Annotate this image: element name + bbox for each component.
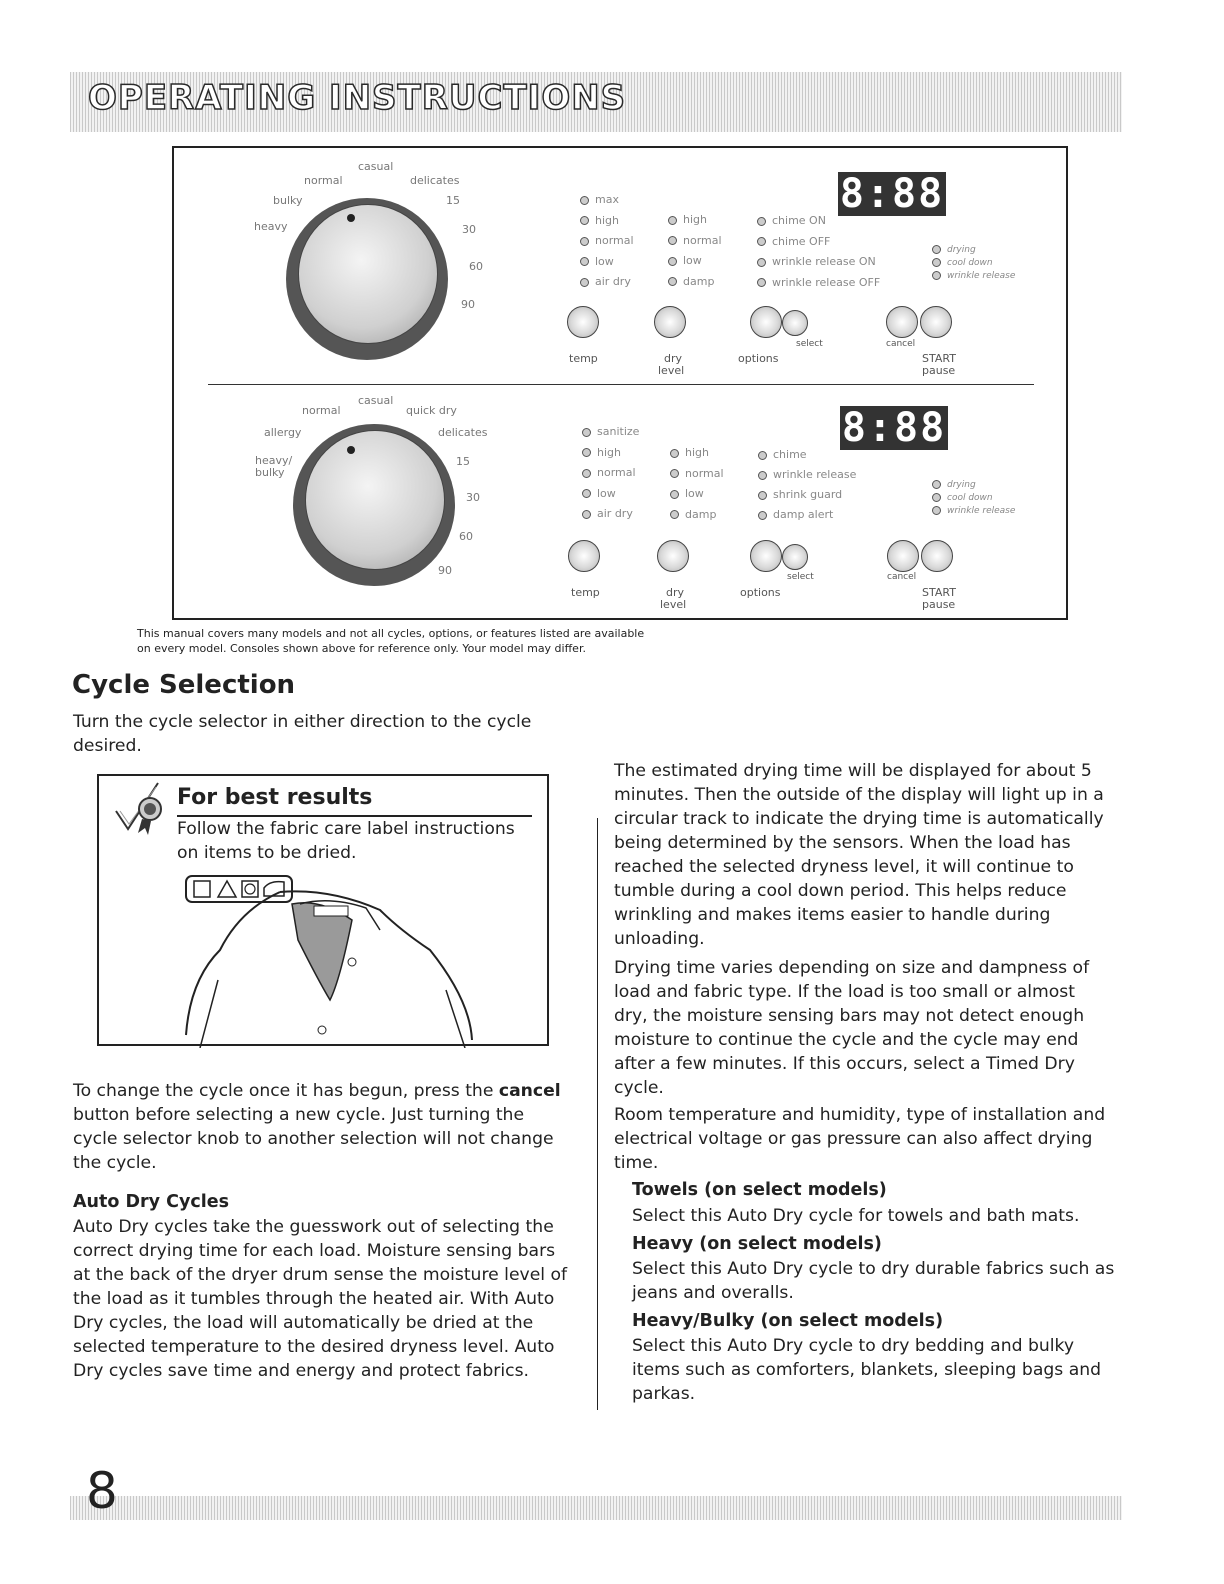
options-label: options — [740, 586, 781, 599]
dial-label-bulky: bulky — [273, 194, 303, 207]
body-text: tumble during a cool down period. This helps reduce — [614, 881, 1067, 901]
option-item: chime — [758, 445, 856, 465]
dial-label-15: 15 — [446, 194, 460, 207]
body-text: correct drying time for each load. Moisture sensing bars — [73, 1241, 556, 1261]
subheading: Auto Dry Cycles — [73, 1192, 230, 1212]
dial-label-bulky: bulky — [255, 466, 285, 479]
note-line: on every model. Consoles shown above for reference only. Your model may differ. — [137, 642, 586, 655]
body-text: items such as comforters, blankets, sleeping bags and — [632, 1360, 1102, 1380]
body-text: Drying time varies depending on size and dampness of — [614, 958, 1090, 978]
body-text: unloading. — [614, 929, 705, 949]
status-item: wrinkle release — [932, 505, 1015, 518]
body-text: dry, the moisture sensing bars may not detect enough — [614, 1006, 1085, 1026]
dry-level-options-list — [670, 443, 724, 525]
body-text: wrinkling and makes items easier to handle during — [614, 905, 1051, 925]
dry-option: low — [668, 251, 722, 272]
level-label: level — [658, 364, 685, 377]
start-label: START — [922, 586, 956, 599]
status-item: drying — [932, 479, 1015, 492]
tip-title: For best results — [177, 785, 373, 810]
temp-option: low — [582, 484, 639, 505]
start-pause-button[interactable] — [920, 306, 952, 338]
dry-level-options-list — [668, 210, 722, 292]
dry-level-button[interactable] — [654, 306, 686, 338]
temp-option: air dry — [580, 272, 634, 293]
dry-label: dry — [666, 586, 685, 599]
body-text: circular track to indicate the drying time is automatically — [614, 809, 1104, 829]
option-item: chime OFF — [757, 232, 880, 253]
dial-label-90: 90 — [461, 298, 475, 311]
cancel-keyword: cancel — [498, 1081, 561, 1101]
intro-text: Turn the cycle selector in either direction to the cycle — [73, 712, 532, 732]
time-display: 8:88 — [839, 171, 945, 217]
option-item: damp alert — [758, 505, 856, 525]
page-number: 8 — [86, 1462, 118, 1520]
console-divider — [208, 384, 1034, 385]
temp-option: low — [580, 252, 634, 273]
body-text: being determined by the sensors. When the load has — [614, 833, 1071, 853]
dry-option: normal — [668, 231, 722, 252]
options-button[interactable] — [750, 306, 782, 338]
dial-label-30: 30 — [462, 223, 476, 236]
option-item: wrinkle release — [758, 465, 856, 485]
pause-label: pause — [922, 598, 956, 611]
body-text: cycle. — [614, 1078, 664, 1098]
dry-label: dry — [664, 352, 683, 365]
cancel-button[interactable] — [887, 540, 919, 572]
option-item: shrink guard — [758, 485, 856, 505]
body-text: Dry cycles save time and energy and protect fabrics. — [73, 1361, 529, 1381]
select-button[interactable] — [782, 544, 808, 570]
body-text: load and fabric type. If the load is too small or almost — [614, 982, 1075, 1002]
temp-option: normal — [582, 463, 639, 484]
footer-band — [70, 1496, 1122, 1520]
dial-label-60: 60 — [469, 260, 483, 273]
subheading: Heavy (on select models) — [632, 1234, 882, 1254]
section-title: Cycle Selection — [72, 670, 296, 700]
temp-options-list — [582, 422, 639, 525]
pause-label: pause — [922, 364, 956, 377]
options-list — [758, 445, 856, 525]
body-text: jeans and overalls. — [632, 1283, 794, 1303]
body-text: time. — [614, 1153, 659, 1173]
options-label: options — [738, 352, 779, 365]
options-button[interactable] — [750, 540, 782, 572]
dial-label-heavy: heavy/ — [255, 454, 293, 467]
option-item: chime ON — [757, 211, 880, 232]
note-line: This manual covers many models and not all cycles, options, or features listed are available — [137, 627, 645, 640]
options-list — [757, 211, 880, 293]
time-display: 8:88 — [841, 405, 947, 451]
cancel-label: cancel — [886, 339, 916, 349]
temp-option: max — [580, 190, 634, 211]
dial-label-normal: normal — [302, 404, 341, 417]
dial-label-casual: casual — [358, 160, 394, 173]
body-text: after a few minutes. If this occurs, select a Timed Dry — [614, 1054, 1075, 1074]
temp-label: temp — [569, 352, 598, 365]
body-text: cycle selector knob to another selection will not change — [73, 1129, 554, 1149]
temp-option: sanitize — [582, 422, 639, 443]
body-text: Room temperature and humidity, type of installation and — [614, 1105, 1106, 1125]
temp-option: air dry — [582, 504, 639, 525]
body-text: parkas. — [632, 1384, 696, 1404]
status-list — [932, 244, 1015, 283]
temp-option: high — [580, 211, 634, 232]
temp-button[interactable] — [568, 540, 600, 572]
body-text: reached the selected dryness level, it will continue to — [614, 857, 1074, 877]
temp-options-list — [580, 190, 634, 293]
body-text: Select this Auto Dry cycle for towels and bath mats. — [632, 1206, 1080, 1226]
dry-option: high — [670, 443, 724, 464]
subheading: Towels (on select models) — [632, 1180, 887, 1200]
body-text: Select this Auto Dry cycle to dry bedding and bulky — [632, 1336, 1075, 1356]
body-text: the load as it tumbles through the heated air. With Auto — [73, 1289, 555, 1309]
checkmark-badge-icon — [112, 779, 174, 839]
status-list — [932, 479, 1015, 518]
dial-label-delicates: delicates — [438, 426, 488, 439]
level-label: level — [660, 598, 687, 611]
body-text: Auto Dry cycles take the guesswork out of selecting the — [73, 1217, 554, 1237]
cancel-label: cancel — [887, 572, 917, 582]
dial-label-90: 90 — [438, 564, 452, 577]
body-text: moisture to continue the cycle and the cycle may end — [614, 1030, 1079, 1050]
body-text: Select this Auto Dry cycle to dry durable fabrics such as — [632, 1259, 1115, 1279]
temp-option: high — [582, 443, 639, 464]
page-title: OPERATING INSTRUCTIONS — [88, 78, 627, 118]
select-label: select — [796, 339, 823, 349]
subheading: Heavy/Bulky (on select models) — [632, 1311, 944, 1331]
dial-label-normal: normal — [304, 174, 343, 187]
temp-option: normal — [580, 231, 634, 252]
dial-label-15: 15 — [456, 455, 470, 468]
status-item: drying — [932, 244, 1015, 257]
start-pause-button[interactable] — [921, 540, 953, 572]
cycle-selector-knob[interactable] — [286, 198, 448, 360]
option-item: wrinkle release OFF — [757, 273, 880, 294]
dial-label-quick-dry: quick dry — [406, 404, 457, 417]
shirt-care-label-illustration — [180, 870, 480, 1048]
temp-label: temp — [571, 586, 600, 599]
dry-level-button[interactable] — [657, 540, 689, 572]
select-label: select — [787, 572, 814, 582]
dial-label-allergy: allergy — [264, 426, 302, 439]
start-label: START — [922, 352, 956, 365]
option-item: wrinkle release ON — [757, 252, 880, 273]
dry-option: high — [668, 210, 722, 231]
body-text: minutes. Then the outside of the display will light up in a — [614, 785, 1104, 805]
tip-underline — [177, 815, 532, 817]
body-text: Dry cycles, the load will automatically be dried at the — [73, 1313, 534, 1333]
cycle-selector-knob[interactable] — [293, 424, 455, 586]
body-text: at the back of the dryer drum sense the moisture level of — [73, 1265, 568, 1285]
column-divider — [597, 818, 598, 1410]
tip-text: Follow the fabric care label instructions — [177, 819, 515, 839]
dry-option: damp — [670, 505, 724, 526]
body-text: electrical voltage or gas pressure can also affect drying — [614, 1129, 1093, 1149]
select-button[interactable] — [782, 310, 808, 336]
dial-label-casual: casual — [358, 394, 394, 407]
body-text: the cycle. — [73, 1153, 157, 1173]
dial-label-delicates: delicates — [410, 174, 460, 187]
status-item: wrinkle release — [932, 270, 1015, 283]
body-text: selected temperature to the desired dryness level. Auto — [73, 1337, 555, 1357]
cancel-button[interactable] — [886, 306, 918, 338]
dial-label-heavy: heavy — [254, 220, 288, 233]
knob-indicator-dot — [347, 214, 355, 222]
tip-text: on items to be dried. — [177, 843, 357, 863]
status-item: cool down — [932, 257, 1015, 270]
status-item: cool down — [932, 492, 1015, 505]
intro-text: desired. — [73, 736, 142, 756]
dial-label-60: 60 — [459, 530, 473, 543]
body-text: The estimated drying time will be displayed for about 5 — [614, 761, 1092, 781]
knob-indicator-dot — [347, 446, 355, 454]
body-text: button before selecting a new cycle. Just turning the — [73, 1105, 525, 1125]
dry-option: low — [670, 484, 724, 505]
temp-button[interactable] — [567, 306, 599, 338]
body-text: To change the cycle once it has begun, press the cancel — [73, 1081, 561, 1101]
dry-option: damp — [668, 272, 722, 293]
dial-label-30: 30 — [466, 491, 480, 504]
dry-option: normal — [670, 464, 724, 485]
